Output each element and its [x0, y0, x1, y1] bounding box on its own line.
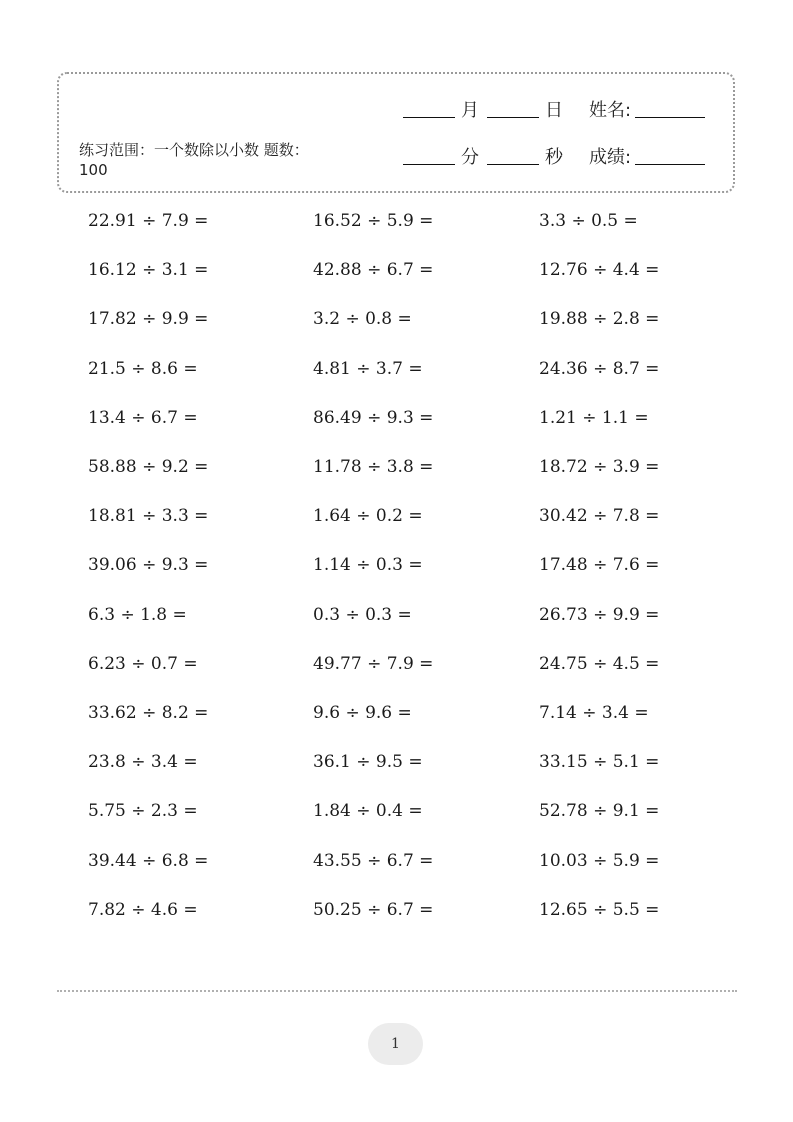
day-label: 日	[545, 100, 563, 121]
problem-item: 9.6 ÷ 9.6 =	[313, 703, 412, 723]
problem-item: 1.64 ÷ 0.2 =	[313, 506, 423, 527]
practice-range-label	[79, 140, 319, 180]
problem-item: 86.49 ÷ 9.3 =	[313, 407, 434, 428]
problem-item: 12.65 ÷ 5.5 =	[539, 899, 660, 920]
minute-label: 分	[461, 147, 479, 168]
problem-item: 39.44 ÷ 6.8 =	[88, 850, 209, 871]
problem-item: 24.36 ÷ 8.7 =	[539, 358, 660, 379]
problem-item: 58.88 ÷ 9.2 =	[88, 457, 209, 477]
score-blank[interactable]	[635, 163, 705, 165]
problem-item: 1.14 ÷ 0.3 =	[313, 555, 423, 576]
name-label: 姓名:	[589, 100, 632, 121]
problem-item: 10.03 ÷ 5.9 =	[539, 850, 660, 871]
problem-item: 17.48 ÷ 7.6 =	[539, 555, 660, 576]
name-blank[interactable]	[635, 116, 705, 118]
month-label: 月	[461, 100, 479, 121]
problem-item: 33.62 ÷ 8.2 =	[88, 703, 209, 723]
problem-item: 6.3 ÷ 1.8 =	[88, 604, 187, 625]
footer-divider	[57, 990, 737, 992]
problem-item: 23.8 ÷ 3.4 =	[88, 752, 198, 773]
problem-item: 19.88 ÷ 2.8 =	[539, 309, 660, 330]
problem-item: 18.72 ÷ 3.9 =	[539, 457, 660, 477]
problem-item: 18.81 ÷ 3.3 =	[88, 506, 209, 527]
problem-item: 49.77 ÷ 7.9 =	[313, 653, 434, 674]
problem-item: 12.76 ÷ 4.4 =	[539, 260, 660, 281]
second-label: 秒	[545, 147, 563, 168]
problem-item: 50.25 ÷ 6.7 =	[313, 899, 434, 920]
problem-item: 11.78 ÷ 3.8 =	[313, 457, 434, 477]
problem-item: 39.06 ÷ 9.3 =	[88, 555, 209, 576]
problem-item: 5.75 ÷ 2.3 =	[88, 801, 198, 822]
problem-item: 4.81 ÷ 3.7 =	[313, 358, 423, 379]
problem-item: 0.3 ÷ 0.3 =	[313, 604, 412, 625]
problem-item: 16.52 ÷ 5.9 =	[313, 211, 434, 231]
page-number: 1	[391, 1036, 400, 1052]
problem-item: 3.2 ÷ 0.8 =	[313, 309, 412, 330]
problem-item: 7.14 ÷ 3.4 =	[539, 703, 649, 723]
problem-item: 43.55 ÷ 6.7 =	[313, 850, 434, 871]
problem-item: 1.84 ÷ 0.4 =	[313, 801, 423, 822]
problem-item: 3.3 ÷ 0.5 =	[539, 211, 638, 231]
problem-item: 6.23 ÷ 0.7 =	[88, 653, 198, 674]
problem-item: 16.12 ÷ 3.1 =	[88, 260, 209, 281]
time-score-row	[403, 141, 705, 169]
problem-item: 36.1 ÷ 9.5 =	[313, 752, 423, 773]
problem-item: 22.91 ÷ 7.9 =	[88, 211, 209, 231]
problem-item: 13.4 ÷ 6.7 =	[88, 407, 198, 428]
problem-item: 17.82 ÷ 9.9 =	[88, 309, 209, 330]
second-blank[interactable]	[487, 163, 539, 165]
problem-item: 21.5 ÷ 8.6 =	[88, 358, 198, 379]
problem-item: 1.21 ÷ 1.1 =	[539, 407, 649, 428]
score-label: 成绩:	[589, 147, 632, 168]
problem-item: 24.75 ÷ 4.5 =	[539, 653, 660, 674]
date-name-row	[403, 94, 705, 122]
page-number-badge	[368, 1023, 423, 1065]
problem-item: 33.15 ÷ 5.1 =	[539, 752, 660, 773]
problem-item: 42.88 ÷ 6.7 =	[313, 260, 434, 281]
practice-range-text: 练习范围：一个数除以小数 题数：100	[79, 141, 309, 179]
problem-item: 30.42 ÷ 7.8 =	[539, 506, 660, 527]
problem-item: 52.78 ÷ 9.1 =	[539, 801, 660, 822]
minute-blank[interactable]	[403, 163, 455, 165]
day-blank[interactable]	[487, 116, 539, 118]
problem-item: 7.82 ÷ 4.6 =	[88, 899, 198, 920]
problem-item: 26.73 ÷ 9.9 =	[539, 604, 660, 625]
month-blank[interactable]	[403, 116, 455, 118]
